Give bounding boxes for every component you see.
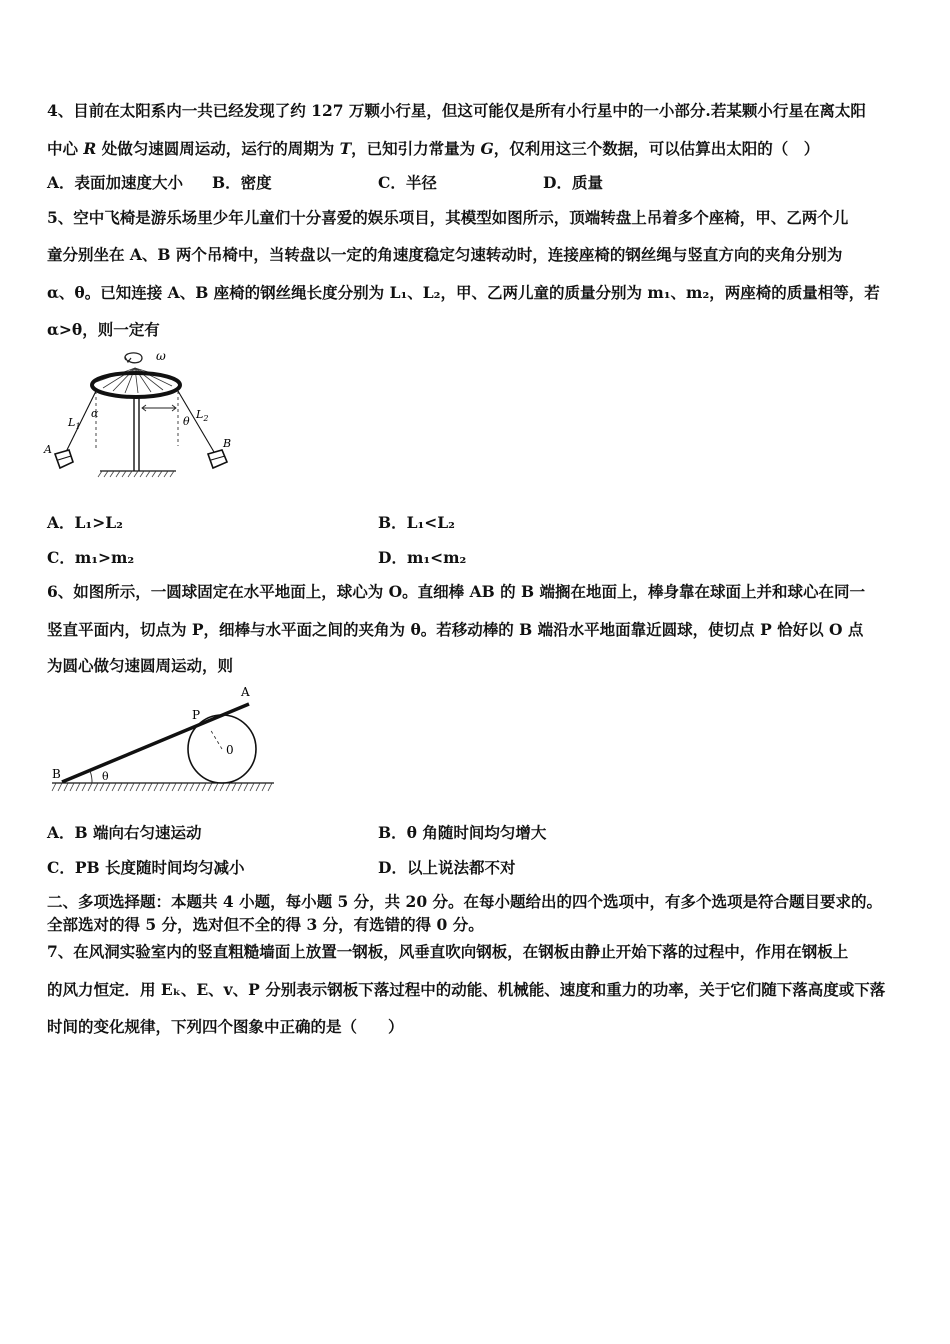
q5-line3: α、θ。已知连接 A、B 座椅的钢丝绳长度分别为 L₁、L₂，甲、乙两儿童的质量分别为 m₁、m₂，两座椅的质量相等，若 <box>47 283 880 302</box>
rod-end-a-label: A <box>241 685 250 699</box>
rod-end-b-label: B <box>52 767 61 781</box>
q4-option-a[interactable]: A．表面加速度大小 <box>47 173 184 192</box>
q7-line1: 7、在风洞实验室内的竖直粗糙墙面上放置一钢板，风垂直吹向钢板，在钢板由静止开始下落的过程中，作用在钢板上 <box>47 942 849 961</box>
q5-option-c[interactable]: C．m₁>m₂ <box>47 548 135 567</box>
q5-option-b[interactable]: B．L₁<L₂ <box>378 513 455 532</box>
q5-line1: 5、空中飞椅是游乐场里少年儿童们十分喜爱的娱乐项目，其模型如图所示，顶端转盘上吊着多个座椅，甲、乙两个儿 <box>47 208 849 227</box>
q6-line2: 竖直平面内，切点为 P，细棒与水平面之间的夹角为 θ。若移动棒的 B 端沿水平地面靠近圆球，使切点 P 恰好以 O 点 <box>47 620 864 639</box>
q5-line4: α>θ，则一定有 <box>47 320 160 339</box>
q6-option-c[interactable]: C．PB 长度随时间均匀减小 <box>47 858 245 877</box>
section2-line2: 全部选对的得 5 分，选对但不全的得 3 分，有选错的得 0 分。 <box>47 915 484 934</box>
l2-label: $L_2$ <box>196 408 209 423</box>
q6-line3: 为圆心做匀速圆周运动，则 <box>47 656 234 675</box>
q4-option-b[interactable]: B．密度 <box>212 173 272 192</box>
point-a-label: A <box>44 443 52 456</box>
l1-label: $L_1$ <box>68 416 81 431</box>
q7-line2: 的风力恒定．用 Eₖ、E、v、P 分别表示钢板下落过程中的动能、机械能、速度和重力的功率，关于它们随下落高度或下落 <box>47 980 886 999</box>
theta-label: θ <box>183 415 190 428</box>
q6-option-a[interactable]: A．B 端向右匀速运动 <box>47 823 202 842</box>
section2-line1: 二、多项选择题：本题共 4 小题，每小题 5 分，共 20 分。在每小题给出的四个选项中，有多个选项是符合题目要求的。 <box>47 892 883 911</box>
center-o-label: 0 <box>226 743 234 757</box>
q6-rod-sphere-figure <box>44 682 284 798</box>
alpha-label: α <box>91 407 99 420</box>
q5-option-d[interactable]: D．m₁<m₂ <box>378 548 467 567</box>
point-b-label: B <box>223 437 232 450</box>
q4-option-d[interactable]: D．质量 <box>543 173 603 192</box>
q5-line2: 童分别坐在 A、B 两个吊椅中，当转盘以一定的角速度稳定匀速转动时，连接座椅的钢丝绳与竖直方向的夹角分别为 <box>47 245 843 264</box>
q5-swing-ride-figure <box>38 346 248 486</box>
q4-line1: 4、目前在太阳系内一共已经发现了约 127 万颗小行星，但这可能仅是所有小行星中的一小部分.若某颗小行星在离太阳 <box>47 101 866 120</box>
q6-line1: 6、如图所示，一圆球固定在水平地面上，球心为 O。直细棒 AB 的 B 端搁在地面上，棒身靠在球面上并和球心在同一 <box>47 582 865 601</box>
q4-line2: 中心 R 处做匀速圆周运动，运行的周期为 T，已知引力常量为 G，仅利用这三个数据，可以估算出太阳的（ ） <box>47 139 820 158</box>
angle-theta-label: θ <box>102 770 109 783</box>
omega-label: ω <box>156 349 166 363</box>
q5-option-a[interactable]: A．L₁>L₂ <box>47 513 123 532</box>
q6-option-b[interactable]: B．θ 角随时间均匀增大 <box>378 823 547 842</box>
tangent-point-p-label: P <box>192 708 201 722</box>
q7-line3: 时间的变化规律，下列四个图象中正确的是（ ） <box>47 1017 404 1036</box>
q4-option-c[interactable]: C．半径 <box>378 173 437 192</box>
q6-option-d[interactable]: D．以上说法都不对 <box>378 858 516 877</box>
